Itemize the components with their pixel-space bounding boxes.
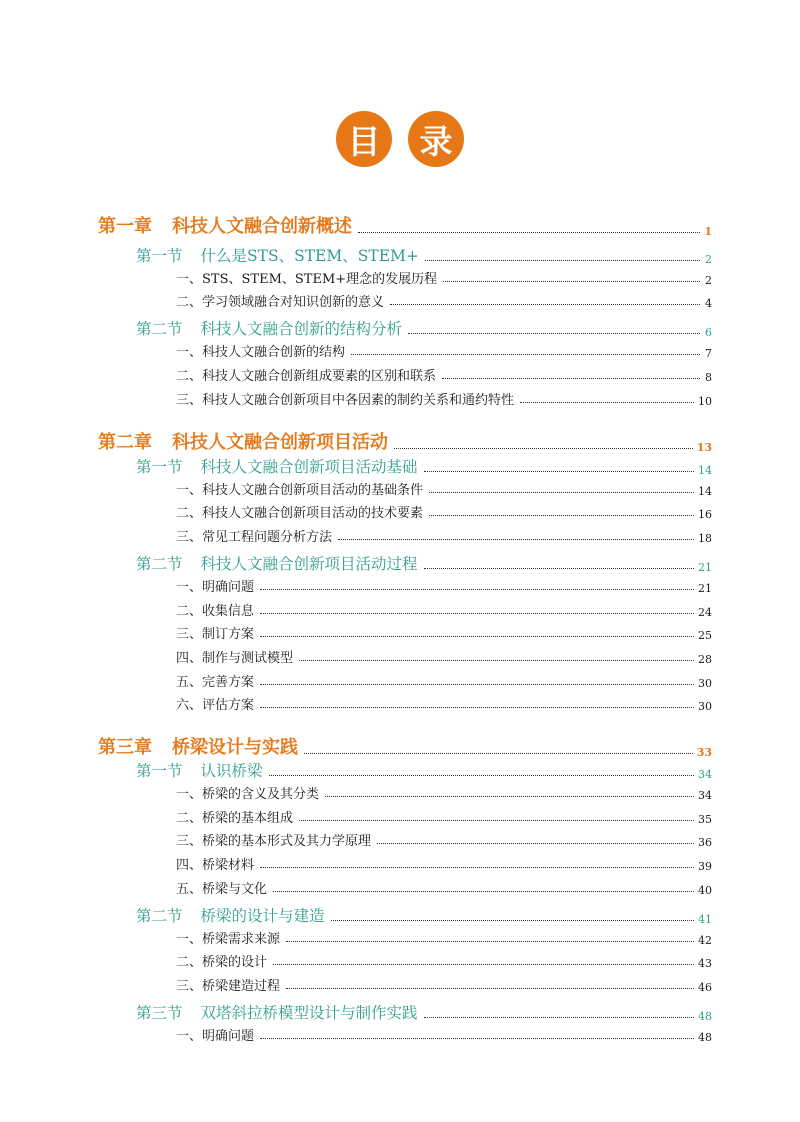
toc-dot-leader [325,796,694,797]
toc-page-number: 48 [698,1031,712,1044]
toc-dot-leader [425,260,700,261]
page-title [0,111,800,167]
toc-page-number: 8 [705,371,712,384]
toc-item-entry[interactable] [176,647,712,666]
toc-entry-label: 明确问题 [202,1029,255,1044]
toc-entry-number: 三、 [176,979,203,994]
toc-entry-label: 科技人文融合创新项目活动的基础条件 [202,483,424,498]
toc-item-entry[interactable] [176,479,712,498]
toc-dot-leader [424,471,694,472]
toc-dot-leader [260,636,694,637]
toc-entry-number: 一、 [176,1029,203,1044]
toc-page-number: 36 [698,836,712,849]
toc-item-entry[interactable] [176,975,712,994]
toc-page-number: 39 [698,860,712,873]
toc-section-entry[interactable] [136,552,712,574]
toc-dot-leader [443,281,700,282]
toc-item-entry[interactable] [176,1025,712,1044]
title-char-circle: 录 [408,111,464,167]
toc-page-number: 41 [698,913,712,926]
toc-page-number: 6 [705,326,712,339]
toc-entry-label: 桥梁需求来源 [202,932,281,947]
toc-entry-label: STS、STEM、STEM+理念的发展历程 [202,272,438,287]
toc-dot-leader [338,539,694,540]
toc-entry-label: 科技人文融合创新概述 [172,216,352,237]
toc-page-number: 33 [696,746,712,759]
toc-page-number: 35 [698,813,712,826]
toc-section-entry[interactable] [136,244,712,266]
toc-entry-label: 完善方案 [202,675,255,690]
toc-entry-label: 桥梁的基本形式及其力学原理 [202,834,372,849]
toc-dot-leader [260,684,694,685]
toc-entry-label: 科技人文融合创新的结构 [202,345,346,360]
toc-dot-leader [358,232,700,233]
toc-page-number: 42 [698,934,712,947]
toc-section-entry[interactable] [136,317,712,339]
toc-item-entry[interactable] [176,807,712,826]
toc-item-entry[interactable] [176,854,712,873]
toc-page-number: 28 [698,653,712,666]
toc-item-entry[interactable] [176,671,712,690]
toc-page-number: 7 [705,347,712,360]
toc-section-entry[interactable] [136,759,712,781]
toc-page-number: 4 [705,297,712,310]
toc-entry-label: 认识桥梁 [200,762,263,780]
toc-dot-leader [429,515,694,516]
toc-entry-label: 桥梁的设计与建造 [200,907,325,925]
toc-entry-number: 一、 [176,932,203,947]
toc-page-number: 1 [704,225,712,238]
toc-dot-leader [260,707,694,708]
toc-chapter-entry[interactable] [98,428,712,454]
toc-entry-number: 五、 [176,675,203,690]
toc-entry-number: 第二节 [136,320,183,338]
toc-dot-leader [351,354,700,355]
toc-entry-label: 制作与测试模型 [202,651,294,666]
toc-entry-label: 收集信息 [202,604,255,619]
toc-page-number: 14 [698,485,712,498]
toc-dot-leader [408,333,700,334]
toc-entry-number: 第二节 [136,907,183,925]
toc-section-entry[interactable] [136,455,712,477]
toc-item-entry[interactable] [176,291,712,310]
toc-dot-leader [520,402,694,403]
toc-dot-leader [429,492,694,493]
toc-item-entry[interactable] [176,526,712,545]
toc-page-number: 30 [698,677,712,690]
toc-entry-label: 科技人文融合创新项目活动 [172,432,388,453]
toc-entry-number: 五、 [176,882,203,897]
toc-entry-label: 桥梁的基本组成 [202,811,294,826]
toc-entry-number: 第一节 [136,247,183,265]
toc-entry-number: 二、 [176,604,203,619]
toc-entry-number: 二、 [176,811,203,826]
toc-dot-leader [269,775,694,776]
toc-item-entry[interactable] [176,600,712,619]
toc-dot-leader [394,448,693,449]
toc-entry-label: 桥梁的含义及其分类 [202,787,320,802]
toc-entry-number: 二、 [176,955,203,970]
toc-entry-label: 桥梁与文化 [202,882,268,897]
toc-entry-label: 常见工程问题分析方法 [202,530,333,545]
toc-entry-label: 科技人文融合创新项目活动过程 [200,555,418,573]
toc-item-entry[interactable] [176,389,712,408]
toc-entry-number: 六、 [176,698,203,713]
toc-entry-label: 制订方案 [202,627,255,642]
toc-entry-label: 桥梁的设计 [202,955,268,970]
toc-page-number: 2 [705,274,712,287]
toc-entry-number: 二、 [176,369,203,384]
toc-entry-number: 第一节 [136,458,183,476]
toc-page-number: 24 [698,606,712,619]
toc-entry-number: 第三章 [98,737,152,758]
toc-section-entry[interactable] [136,1001,712,1023]
toc-entry-label: 桥梁建造过程 [202,979,281,994]
toc-entry-label: 桥梁材料 [202,858,255,873]
toc-entry-label: 科技人文融合创新项目活动的技术要素 [202,506,424,521]
toc-chapter-entry[interactable] [98,733,712,759]
toc-page-number: 13 [696,441,712,454]
toc-page-number: 40 [698,884,712,897]
toc-entry-number: 二、 [176,295,203,310]
toc-dot-leader [286,941,694,942]
toc-entry-number: 三、 [176,627,203,642]
toc-item-entry[interactable] [176,878,712,897]
toc-entry-label: 评估方案 [202,698,255,713]
toc-page-number: 25 [698,629,712,642]
toc-entry-label: 双塔斜拉桥模型设计与制作实践 [200,1004,418,1022]
toc-chapter-entry[interactable] [98,212,712,238]
toc-page-number: 34 [698,789,712,802]
toc-item-entry[interactable] [176,830,712,849]
toc-entry-number: 第一章 [98,216,152,237]
toc-entry-number: 一、 [176,787,203,802]
toc-entry-number: 四、 [176,651,203,666]
toc-item-entry[interactable] [176,694,712,713]
toc-entry-number: 二、 [176,506,203,521]
toc-dot-leader [390,304,700,305]
toc-entry-number: 第二节 [136,555,183,573]
toc-dot-leader [424,1017,694,1018]
toc-dot-leader [331,920,694,921]
toc-page-number: 46 [698,981,712,994]
toc-dot-leader [260,589,694,590]
title-char-circle: 目 [336,111,392,167]
toc-dot-leader [299,820,694,821]
toc-page-number: 43 [698,957,712,970]
toc-entry-number: 第一节 [136,762,183,780]
toc-dot-leader [299,660,694,661]
toc-entry-number: 四、 [176,858,203,873]
toc-entry-label: 明确问题 [202,580,255,595]
toc-item-entry[interactable] [176,928,712,947]
toc-entry-label: 科技人文融合创新项目活动基础 [200,458,418,476]
toc-entry-label: 科技人文融合创新的结构分析 [200,320,403,338]
toc-section-entry[interactable] [136,904,712,926]
toc-dot-leader [273,964,694,965]
toc-entry-number: 三、 [176,530,203,545]
toc-item-entry[interactable] [176,623,712,642]
toc-dot-leader [273,891,694,892]
toc-entry-number: 第二章 [98,432,152,453]
toc-dot-leader [260,867,694,868]
toc-entry-label: 什么是STS、STEM、STEM+ [200,247,419,265]
toc-page-number: 30 [698,700,712,713]
toc-entry-label: 科技人文融合创新项目中各因素的制约关系和通约特性 [202,393,515,408]
toc-entry-label: 学习领域融合对知识创新的意义 [202,295,385,310]
toc-entry-number: 第三节 [136,1004,183,1022]
toc-page-number: 2 [705,253,712,266]
toc-entry-number: 一、 [176,272,203,287]
toc-entry-label: 桥梁设计与实践 [172,737,298,758]
toc-entry-number: 一、 [176,580,203,595]
toc-page-number: 34 [698,768,712,781]
toc-dot-leader [260,613,694,614]
toc-item-entry[interactable] [176,576,712,595]
toc-item-entry[interactable] [176,502,712,521]
toc-dot-leader [286,988,694,989]
toc-page-number: 10 [698,395,712,408]
toc-dot-leader [442,378,700,379]
toc-dot-leader [304,753,693,754]
toc-entry-number: 三、 [176,393,203,408]
toc-dot-leader [424,568,694,569]
toc-dot-leader [377,843,694,844]
toc-item-entry[interactable] [176,783,712,802]
toc-page-number: 18 [698,532,712,545]
toc-item-entry[interactable] [176,341,712,360]
toc-page-number: 16 [698,508,712,521]
toc-item-entry[interactable] [176,365,712,384]
toc-dot-leader [260,1038,694,1039]
toc-page-number: 21 [698,582,712,595]
toc-page-number: 48 [698,1010,712,1023]
toc-entry-number: 一、 [176,345,203,360]
toc-entry-number: 三、 [176,834,203,849]
toc-item-entry[interactable] [176,951,712,970]
toc-item-entry[interactable] [176,268,712,287]
toc-entry-label: 科技人文融合创新组成要素的区别和联系 [202,369,437,384]
toc-page-number: 14 [698,464,712,477]
toc-page-number: 21 [698,561,712,574]
toc-entry-number: 一、 [176,483,203,498]
